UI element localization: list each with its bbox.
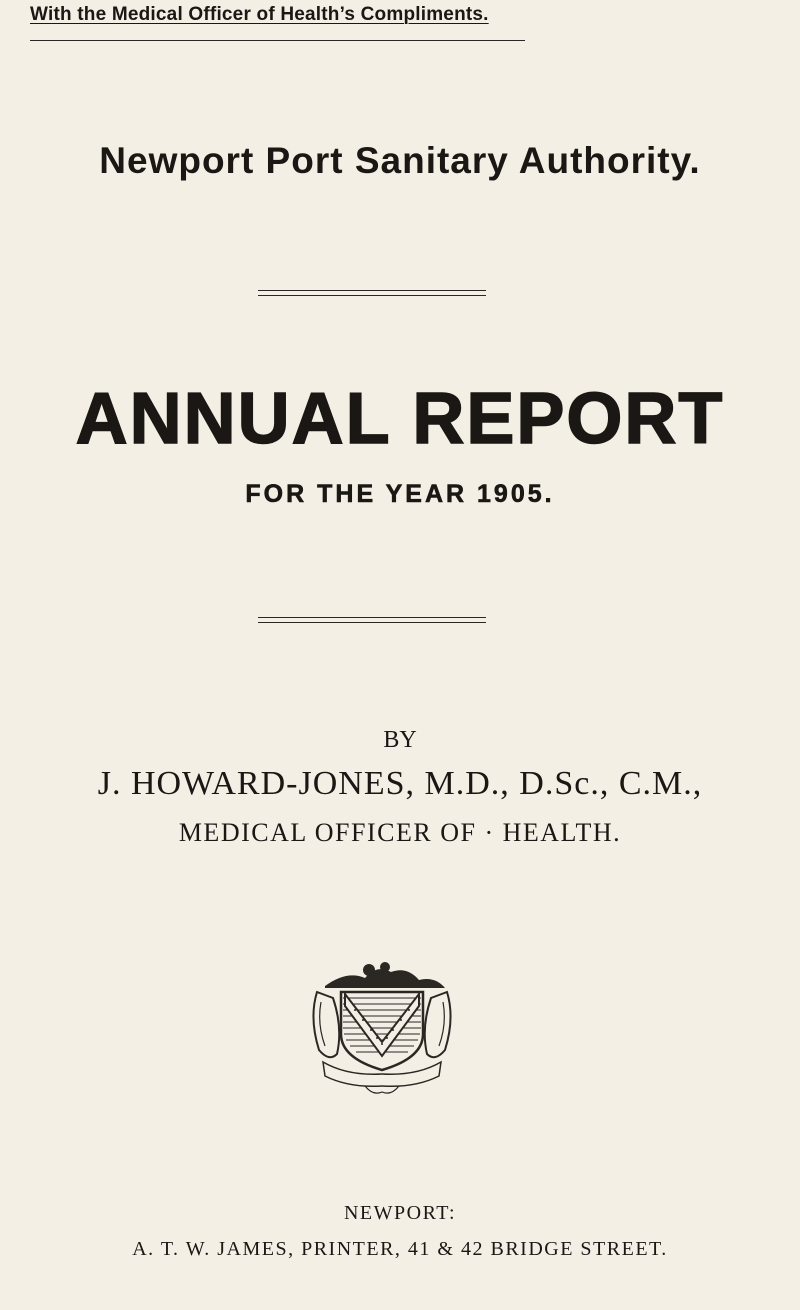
report-subtitle: FOR THE YEAR 1905.: [245, 480, 555, 508]
author-role: MEDICAL OFFICER OF · HEALTH.: [178, 818, 622, 847]
upper-double-rule: [258, 290, 486, 296]
lower-double-rule: [258, 617, 486, 623]
author-name: J. HOWARD-JONES, M.D., D.Sc., C.M.,: [97, 765, 703, 802]
by-label: BY: [383, 727, 417, 753]
imprint-place: NEWPORT:: [343, 1202, 457, 1224]
report-title: ANNUAL REPORT: [75, 379, 725, 459]
borough-seal-icon: [307, 958, 457, 1098]
imprint-printer: A. T. W. JAMES, PRINTER, 41 & 42 BRIDGE STREET.: [132, 1238, 668, 1260]
authority-title: Newport Port Sanitary Authority.: [99, 140, 701, 181]
compliments-underline-rule: [30, 40, 525, 41]
compliments-note: With the Medical Officer of Health’s Compliments.: [30, 4, 489, 25]
